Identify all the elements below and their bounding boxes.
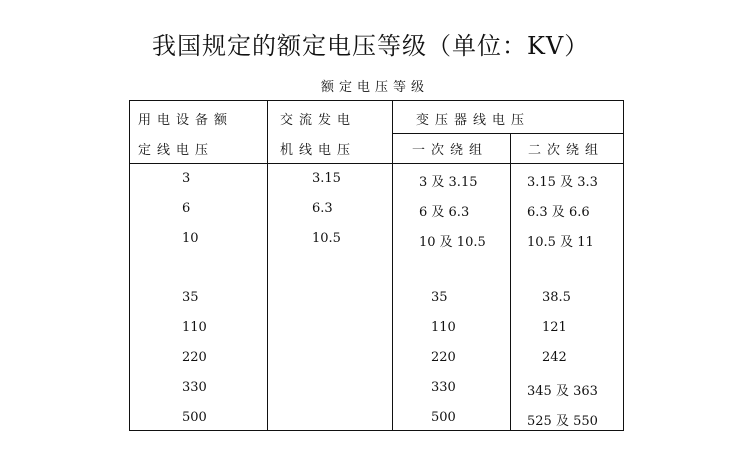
table-cell: 6.3 及 6.6 — [527, 205, 590, 220]
table-cell: 330 — [182, 380, 207, 395]
header-transformer: 变压器线电压 — [416, 113, 531, 128]
header-col2-line1: 交流发电 — [280, 113, 357, 128]
column-divider — [267, 101, 268, 430]
table-cell: 6.3 — [312, 201, 333, 216]
table-cell: 10.5 及 11 — [527, 235, 594, 250]
table-cell: 3.15 及 3.3 — [527, 175, 598, 190]
column-divider — [392, 101, 393, 430]
table-cell: 10.5 — [312, 231, 341, 246]
voltage-table — [129, 100, 624, 431]
table-cell: 121 — [542, 320, 567, 335]
table-cell: 10 — [182, 231, 199, 246]
table-cell: 35 — [431, 290, 448, 305]
header-primary-winding: 一次绕组 — [412, 143, 489, 158]
header-divider — [392, 133, 623, 134]
header-col1-line1: 用电设备额 — [138, 113, 234, 128]
table-caption: 额定电压等级 — [320, 80, 429, 95]
table-cell: 242 — [542, 350, 567, 365]
header-col1-line2: 定线电压 — [138, 143, 215, 158]
table-cell: 3.15 — [312, 171, 341, 186]
table-cell: 38.5 — [542, 290, 571, 305]
table-cell: 220 — [182, 350, 207, 365]
table-cell: 3 — [182, 171, 191, 186]
table-cell: 110 — [431, 320, 456, 335]
table-cell: 220 — [431, 350, 456, 365]
table-cell: 525 及 550 — [527, 414, 598, 429]
table-cell: 3 及 3.15 — [419, 175, 478, 190]
table-cell: 35 — [182, 290, 199, 305]
header-bottom-rule — [130, 163, 623, 164]
table-cell: 10 及 10.5 — [419, 235, 486, 250]
column-divider — [510, 133, 511, 430]
table-cell: 6 — [182, 201, 191, 216]
header-col2-line2: 机线电压 — [280, 143, 357, 158]
header-secondary-winding: 二次绕组 — [528, 143, 605, 158]
table-cell: 6 及 6.3 — [419, 205, 470, 220]
table-cell: 330 — [431, 380, 456, 395]
table-cell: 500 — [182, 410, 207, 425]
table-cell: 345 及 363 — [527, 384, 598, 399]
page-title: 我国规定的额定电压等级（单位：KV） — [152, 32, 590, 60]
table-cell: 500 — [431, 410, 456, 425]
table-cell: 110 — [182, 320, 207, 335]
